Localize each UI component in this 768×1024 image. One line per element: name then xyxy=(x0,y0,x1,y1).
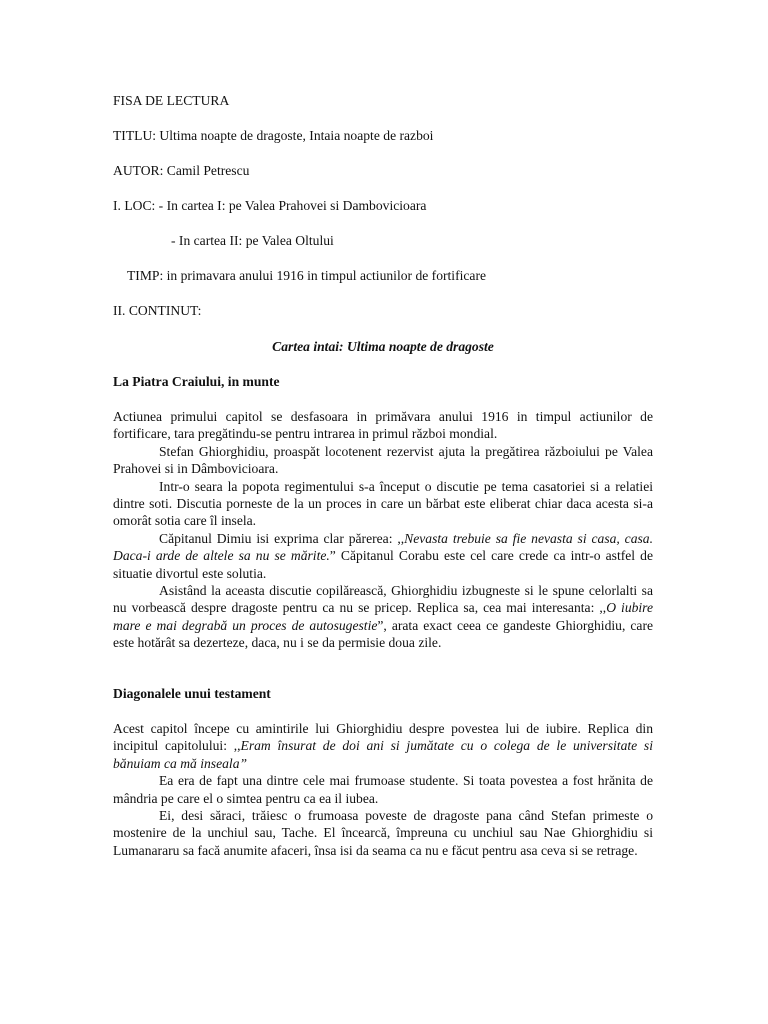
section-2-body xyxy=(113,720,653,859)
paragraph: Ea era de fapt una dintre cele mai frumoase studente. Si toata povestea a fost hrănita de mândria pe care el o simtea pentru ca ea il iubea. xyxy=(113,773,653,806)
section-1-body xyxy=(113,408,653,652)
paragraph xyxy=(113,582,653,652)
author-line: AUTOR: Camil Petrescu xyxy=(113,163,250,178)
paragraph: Stefan Ghiorghidiu, proaspăt locotenent rezervist ajuta la pregătirea războiului pe Valea Prahovei si in Dâmbovicioara. xyxy=(113,443,653,477)
paragraph-text: Acest capitol începe cu amintirile lui Ghiorghidiu despre povestea lui de iubire. Replica din incipitul capitolului: ,, xyxy=(113,721,653,754)
location-line-2: - In cartea II: pe Valea Oltului xyxy=(171,233,334,248)
section-heading-1: La Piatra Craiului, in munte xyxy=(113,374,280,389)
time-line: TIMP: in primavara anului 1916 in timpul actiunilor de fortificare xyxy=(127,268,487,283)
paragraph-text: ” Căpitanul Corabu este cel care crede ca intr-o astfel de situatie divortul este solutia. xyxy=(113,548,654,581)
paragraph-text: Asistând la aceasta discutie copilărească, Ghiorghidiu izbugneste si le spune celorlalti sa nu vorbească despre dragoste pentru ca nu se pricep. Replica sa, cea mai interesanta: ,, xyxy=(113,583,653,616)
document-title: FISA DE LECTURA xyxy=(113,93,230,108)
location-line-1: I. LOC: - In cartea I: pe Valea Prahovei si Dambovicioara xyxy=(113,198,427,213)
paragraph xyxy=(113,530,653,582)
section-heading-2: Diagonalele unui testament xyxy=(113,686,271,701)
book-title: Cartea intai: Ultima noapte de dragoste xyxy=(272,339,494,354)
paragraph-text: ”, arata exact ceea ce gandeste Ghiorghidiu, care este hotărât sa dezerteze, daca, nu i se da permisie doua zile. xyxy=(113,617,653,651)
content-heading: II. CONTINUT: xyxy=(113,303,202,318)
paragraph xyxy=(113,720,653,772)
quote: O iubire mare e mai degrabă un proces de autosugestie xyxy=(113,600,654,633)
paragraph: Actiunea primului capitol se desfasoara in primăvara anului 1916 in timpul actiunilor de fortificare, tara pregătindu-se pentru intrarea in primul război mondial. xyxy=(113,409,653,442)
paragraph-text: Căpitanul Dimiu isi exprima clar părerea: ,, xyxy=(159,530,405,546)
quote: Nevasta trebuie sa fie nevasta si casa, casa. Daca-i arde de altele sa nu se mărite. xyxy=(113,530,653,564)
quote: Eram însurat de doi ani si jumătate cu o colega de le universitate si bănuiam ca mă inseala” xyxy=(113,738,653,771)
paragraph: Ei, desi săraci, trăiesc o frumoasa poveste de dragoste pana când Stefan primeste o mostenire de la unchiul sau, Tache. El încearcă, împreuna cu unchiul sau Nae Ghiorghidiu si Lumanararu sa facă anumite afaceri, însa isi da seama ca nu e făcut pentru asa ceva si se retrage. xyxy=(113,808,653,858)
paragraph: Intr-o seara la popota regimentului s-a început o discutie pe tema casatoriei si a relatiei dintre soti. Discutia porneste de la un proces in care un bărbat este eliberat chiar daca acesta si-a omorât sotia care îl insela. xyxy=(113,478,653,529)
title-line: TITLU: Ultima noapte de dragoste, Intaia noapte de razboi xyxy=(113,128,434,143)
